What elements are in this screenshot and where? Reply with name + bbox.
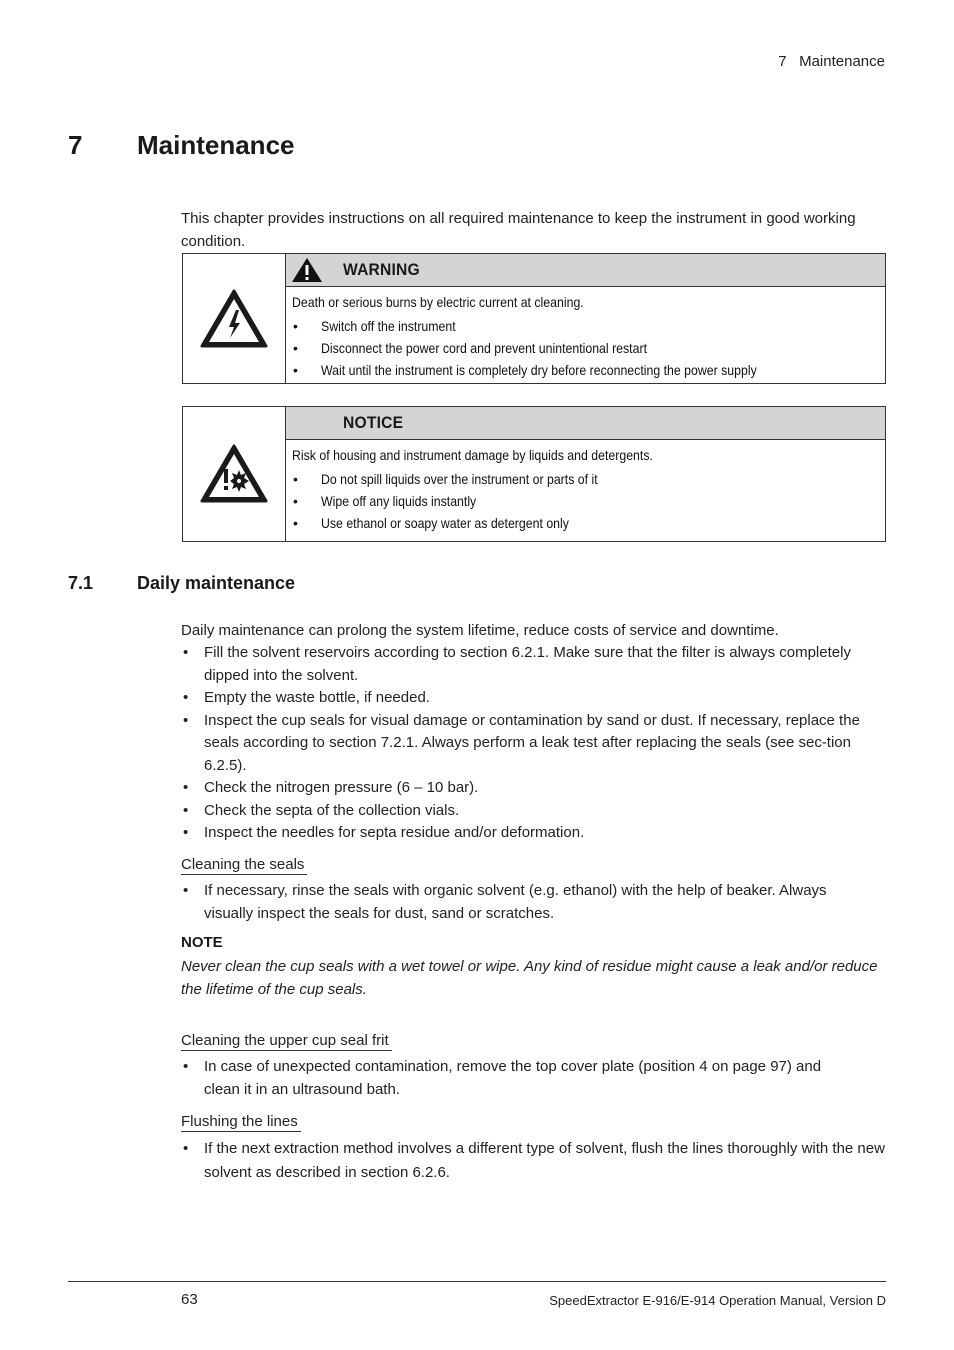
warning-item: • Disconnect the power cord and prevent unintentional restart: [292, 337, 879, 359]
list-item: • Inspect the cup seals for visual damage or contamination by sand or dust. If necessary, replace the seals according to section 7.2.1. Always perform a leak test after replacing the seals (see sec-tion 6.2.5).: [181, 710, 881, 778]
notice-box: [182, 406, 886, 542]
notice-item: • Wipe off any liquids instantly: [292, 490, 879, 512]
warning-item: • Wait until the instrument is completely dry before reconnecting the power supply: [292, 359, 879, 381]
footer-rule: [68, 1281, 886, 1282]
warning-icon-cell: [183, 254, 286, 383]
subheading-cleaning-frit: Cleaning the upper cup seal frit: [181, 1031, 392, 1051]
electric-hazard-icon: [199, 288, 269, 350]
note-text: Never clean the cup seals with a wet towel or wipe. Any kind of residue might cause a leak and/or reduce the lifetime of the cup seals.: [181, 958, 878, 998]
warning-lead: Death or serious burns by electric current at cleaning.: [292, 294, 584, 310]
page-number: 63: [181, 1291, 198, 1308]
notice-item: • Use ethanol or soapy water as detergent only: [292, 512, 879, 534]
notice-header: [286, 407, 885, 440]
list-item: • If the next extraction method involves a different type of solvent, flush the lines thoroughly with the new solvent as described in section 6.2.6.: [181, 1137, 886, 1185]
warning-label: WARNING: [343, 260, 420, 279]
chapter-title: Maintenance: [137, 130, 295, 160]
notice-lead: Risk of housing and instrument damage by liquids and detergents.: [292, 447, 653, 463]
warning-item: • Switch off the instrument: [292, 315, 879, 337]
exclamation-triangle-icon: [291, 257, 323, 283]
subheading-flushing: Flushing the lines: [181, 1112, 301, 1132]
warning-header: [286, 254, 885, 287]
list-item: • Check the nitrogen pressure (6 – 10 bar).: [181, 777, 881, 800]
section-intro: Daily maintenance can prolong the system lifetime, reduce costs of service and downtime.: [181, 622, 779, 639]
manual-title: SpeedExtractor E-916/E-914 Operation Manual, Version D: [549, 1293, 886, 1308]
list-item: • If necessary, rinse the seals with organic solvent (e.g. ethanol) with the help of beaker. Always visually inspect the seals for dust, sand or scratches.: [181, 880, 861, 925]
equipment-damage-icon: [199, 443, 269, 505]
warning-box: [182, 253, 886, 384]
cleaning-seals-list: [181, 880, 861, 925]
list-item: • Empty the waste bottle, if needed.: [181, 687, 881, 710]
list-item: • Inspect the needles for septa residue and/or deformation.: [181, 822, 881, 845]
subheading-cleaning-seals: Cleaning the seals: [181, 855, 307, 875]
chapter-number: 7: [68, 130, 83, 160]
chapter-intro: This chapter provides instructions on all required maintenance to keep the instrument in good working condition.: [181, 210, 856, 250]
note-label: NOTE: [181, 934, 223, 951]
daily-maintenance-list: [181, 642, 881, 845]
notice-icon-cell: [183, 407, 286, 541]
cleaning-frit-list: [181, 1056, 861, 1101]
list-item: • Check the septa of the collection vials.: [181, 800, 881, 823]
running-header: 7 Maintenance: [778, 53, 885, 70]
list-item: • In case of unexpected contamination, remove the top cover plate (position 4 on page 97) and clean it in an ultrasound bath.: [181, 1056, 861, 1101]
notice-item: • Do not spill liquids over the instrument or parts of it: [292, 468, 879, 490]
section-title: Daily maintenance: [137, 573, 296, 593]
list-item: • Fill the solvent reservoirs according to section 6.2.1. Make sure that the filter is always completely dipped into the solvent.: [181, 642, 881, 687]
notice-label: NOTICE: [343, 413, 404, 432]
section-number: 7.1: [68, 573, 94, 593]
flushing-list: [181, 1137, 886, 1185]
